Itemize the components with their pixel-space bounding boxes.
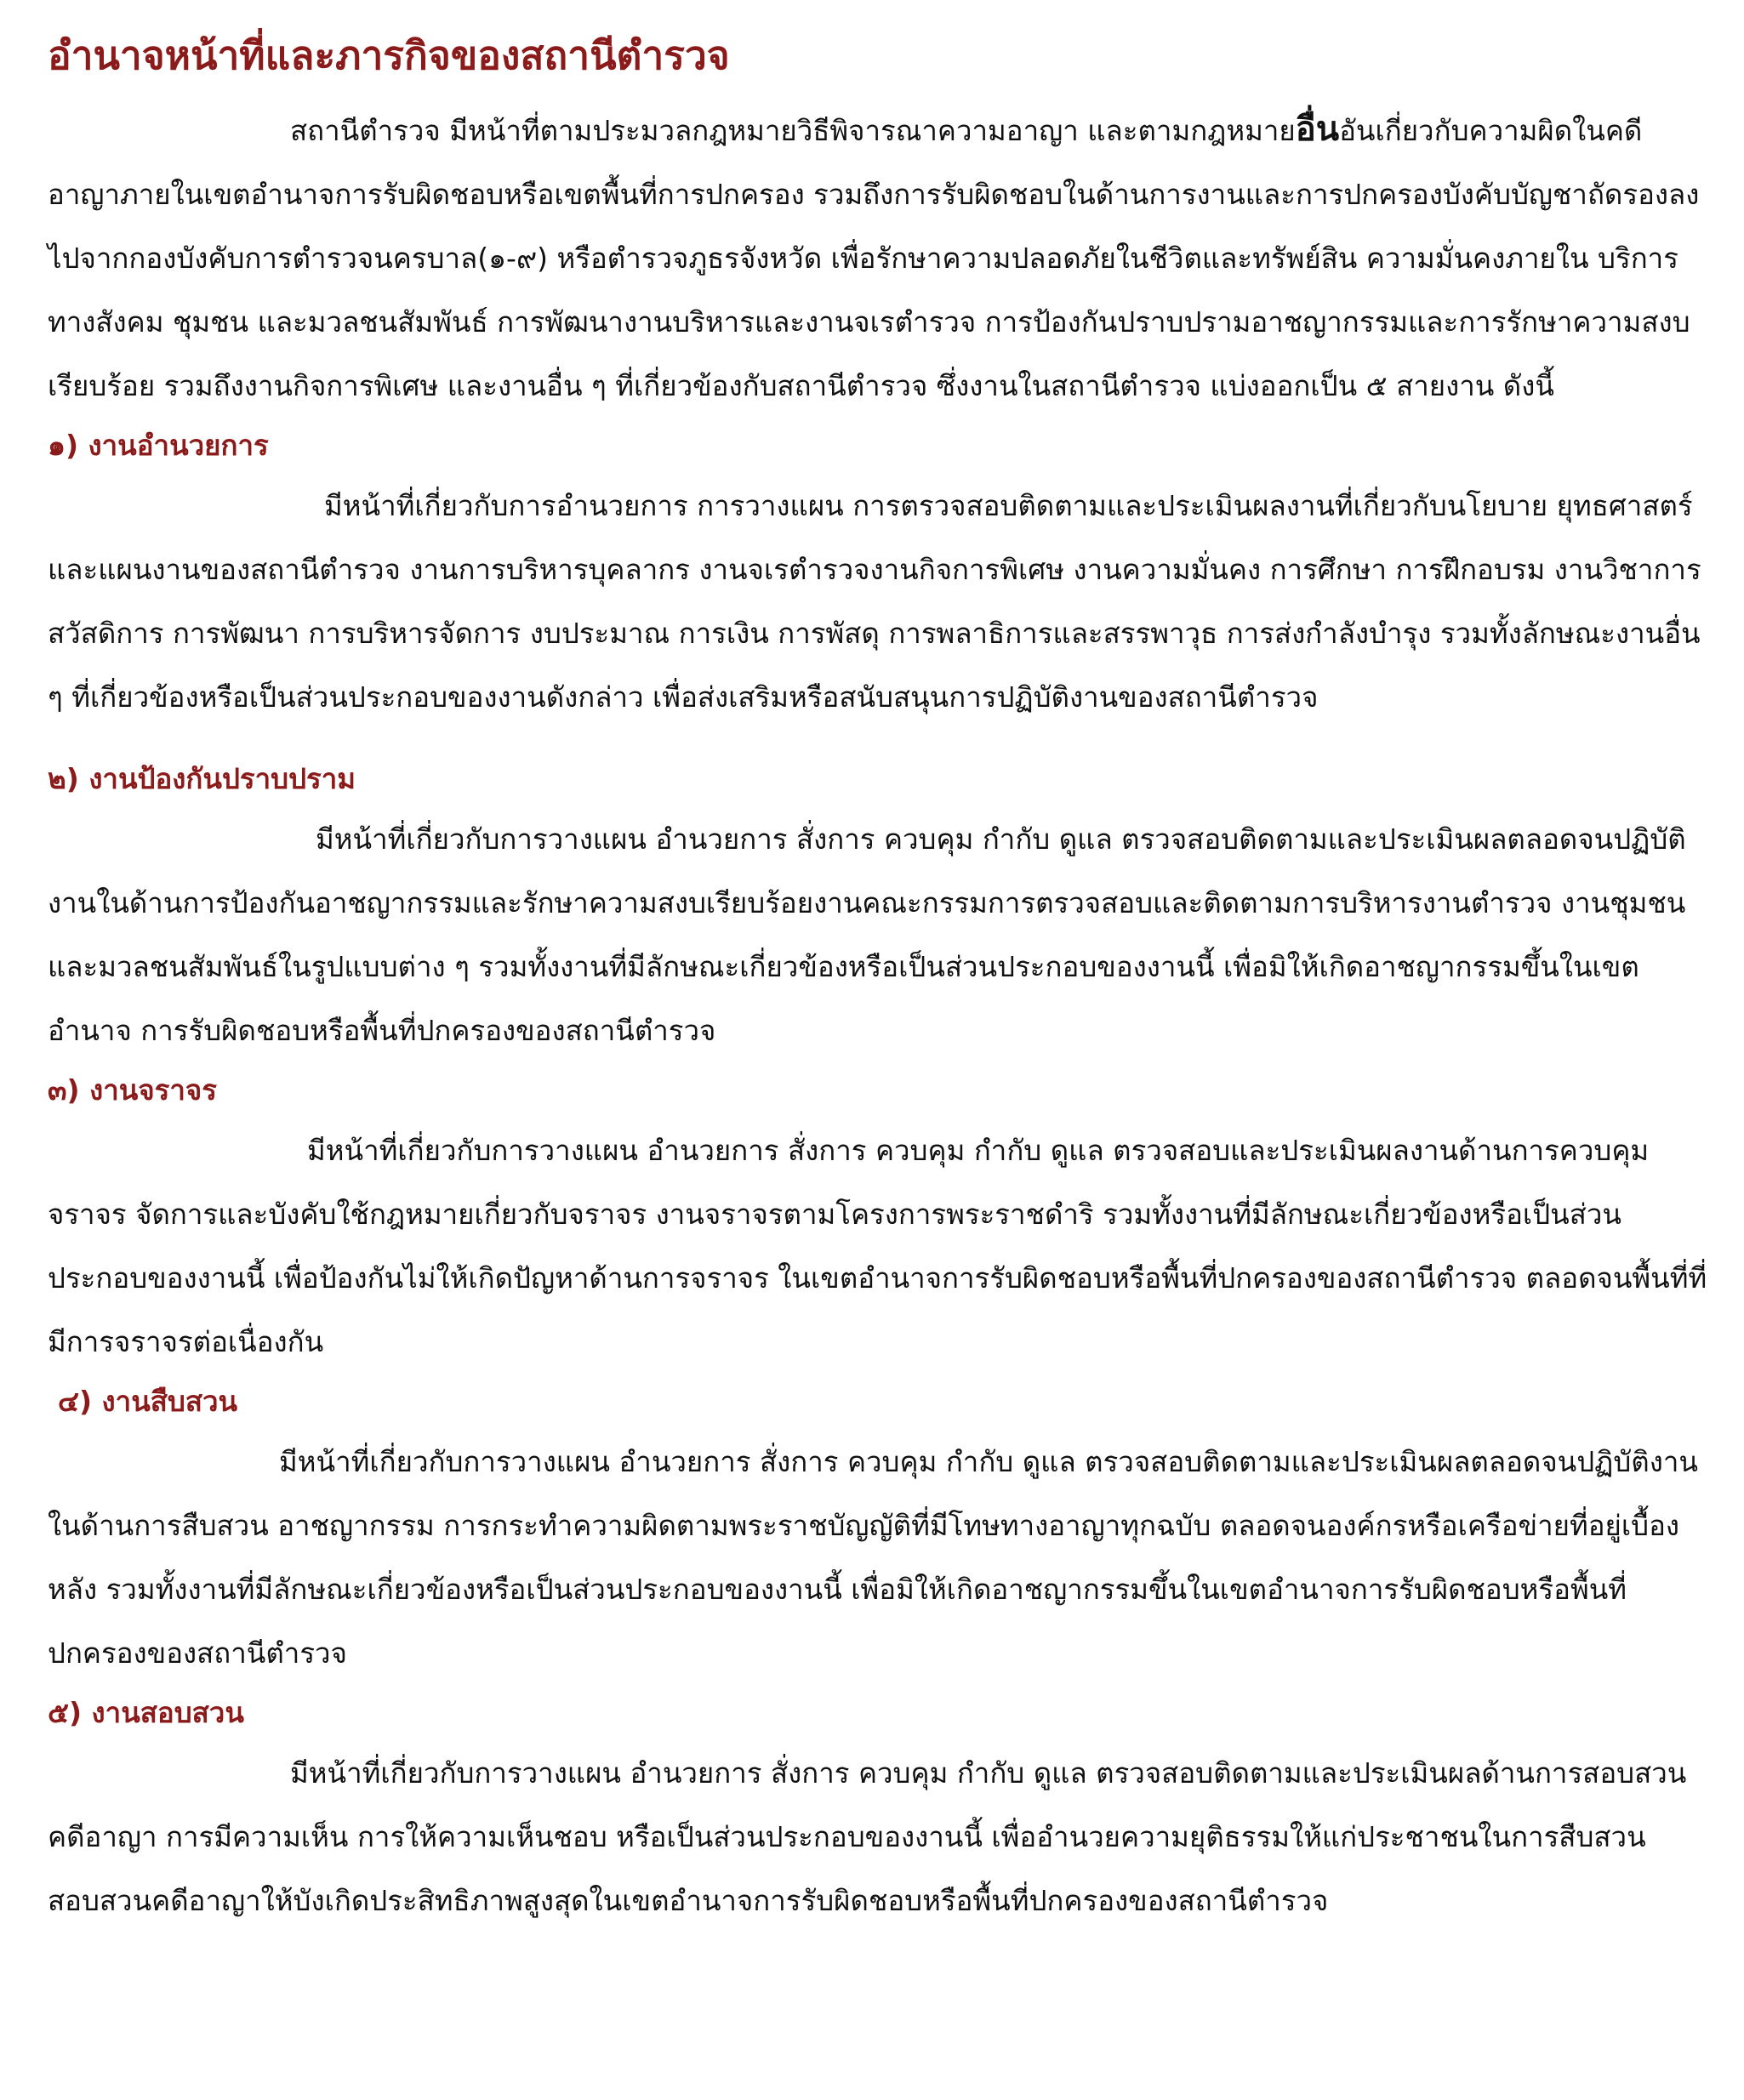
section-body-administration: มีหน้าที่เกี่ยวกับการอำนวยการ การวางแผน การตรวจสอบติดตามและประเมินผลงานที่เกี่ยวกับนโยบาย ยุทธศาสตร์ และแผนงานของสถานีตำรวจ งานการบริหารบุคลากร งานจเรตำรวจงานกิจการพิเศษ งานความมั่นคง การศึกษา การฝึกอบรม งานวิชาการ สวัสดิการ การพัฒนา การบริหารจัดการ งบประมาณ การเงิน การพัสดุ การพลาธิการและสรรพาวุธ การส่งกำลังบำรุง รวมทั้งลักษณะงานอื่น ๆ ที่เกี่ยวข้องหรือเป็นส่วนประกอบของงานดังกล่าว เพื่อส่งเสริมหรือสนับสนุนการปฏิบัติงานของสถานีตำรวจ	[48, 489, 1701, 714]
section-heading-traffic: ๓) งานจราจร	[48, 1073, 217, 1107]
section-body-traffic: มีหน้าที่เกี่ยวกับการวางแผน อำนวยการ สั่งการ ควบคุม กำกับ ดูแล ตรวจสอบและประเมินผลงานด้านการควบคุมจราจร จัดการและบังคับใช้กฎหมายเกี่ยวกับจราจร งานจราจรตามโครงการพระราชดำริ รวมทั้งงานที่มีลักษณะเกี่ยวข้องหรือเป็นส่วนประกอบของงานนี้ เพื่อป้องกันไม่ให้เกิดปัญหาด้านการจราจร ในเขตอำนาจการรับผิดชอบหรือพื้นที่ปกครองของสถานีตำรวจ ตลอดจนพื้นที่ที่มีการจราจรต่อเนื่องกัน	[48, 1134, 1707, 1359]
section-heading-inquiry: ๕) งานสอบสวน	[48, 1696, 244, 1730]
intro-text-after: อันเกี่ยวกับความผิดในคดีอาญาภายในเขตอำนาจการรับผิดชอบหรือเขตพื้นที่การปกครอง รวมถึงการรับผิดชอบในด้านการงานและการปกครองบังคับบัญชาถัดรองลงไปจากกองบังคับการตำรวจนครบาล(๑-๙) หรือตำรวจภูธรจังหวัด เพื่อรักษาความปลอดภัยในชีวิตและทรัพย์สิน ความมั่นคงภายใน บริการทางสังคม ชุมชน และมวลชนสัมพันธ์ การพัฒนางานบริหารและงานจเรตำรวจ การป้องกันปราบปรามอาชญากรรมและการรักษาความสงบเรียบร้อย รวมถึงงานกิจการพิเศษ และงานอื่น ๆ ที่เกี่ยวข้องกับสถานีตำรวจ ซึ่งงานในสถานีตำรวจ แบ่งออกเป็น ๕ สายงาน ดังนี้	[48, 114, 1700, 403]
section-body-investigation: มีหน้าที่เกี่ยวกับการวางแผน อำนวยการ สั่งการ ควบคุม กำกับ ดูแล ตรวจสอบติดตามและประเมินผลตลอดจนปฏิบัติงานในด้านการสืบสวน อาชญากรรม การกระทำความผิดตามพระราชบัญญัติที่มีโทษทางอาญาทุกฉบับ ตลอดจนองค์กรหรือเครือข่ายที่อยู่เบื้องหลัง รวมทั้งงานที่มีลักษณะเกี่ยวข้องหรือเป็นส่วนประกอบของงานนี้ เพื่อมิให้เกิดอาชญากรรมขึ้นในเขตอำนาจการรับผิดชอบหรือพื้นที่ปกครองของสถานีตำรวจ	[48, 1445, 1698, 1670]
section-heading-investigation: ๔) งานสืบสวน	[58, 1385, 238, 1419]
page-title: อำนาจหน้าที่และภารกิจของสถานีตำรวจ	[48, 32, 730, 78]
intro-text-before: สถานีตำรวจ มีหน้าที่ตามประมวลกฎหมายวิธีพิจารณาความอาญา และตามกฎหมาย	[290, 114, 1296, 148]
intro-paragraph	[48, 98, 1713, 418]
section-heading-crime-prevention: ๒) งานป้องกันปราบปราม	[48, 762, 356, 796]
section-body-crime-prevention: มีหน้าที่เกี่ยวกับการวางแผน อำนวยการ สั่งการ ควบคุม กำกับ ดูแล ตรวจสอบติดตามและประเมินผลตลอดจนปฏิบัติงานในด้านการป้องกันอาชญากรรมและรักษาความสงบเรียบร้อยงานคณะกรรมการตรวจสอบและติดตามการบริหารงานตำรวจ งานชุมชนและมวลชนสัมพันธ์ในรูปแบบต่าง ๆ รวมทั้งงานที่มีลักษณะเกี่ยวข้องหรือเป็นส่วนประกอบของงานนี้ เพื่อมิให้เกิดอาชญากรรมขึ้นในเขตอำนาจ การรับผิดชอบหรือพื้นที่ปกครองของสถานีตำรวจ	[48, 822, 1686, 1048]
section-heading-administration: ๑) งานอำนวยการ	[48, 429, 269, 463]
intro-emphasis: อื่น	[1295, 110, 1340, 150]
section-body-inquiry: มีหน้าที่เกี่ยวกับการวางแผน อำนวยการ สั่งการ ควบคุม กำกับ ดูแล ตรวจสอบติดตามและประเมินผลด้านการสอบสวนคดีอาญา การมีความเห็น การให้ความเห็นชอบ หรือเป็นส่วนประกอบของงานนี้ เพื่ออำนวยความยุติธรรมให้แก่ประชาชนในการสืบสวนสอบสวนคดีอาญาให้บังเกิดประสิทธิภาพสูงสุดในเขตอำนาจการรับผิดชอบหรือพื้นที่ปกครองของสถานีตำรวจ	[48, 1756, 1687, 1918]
